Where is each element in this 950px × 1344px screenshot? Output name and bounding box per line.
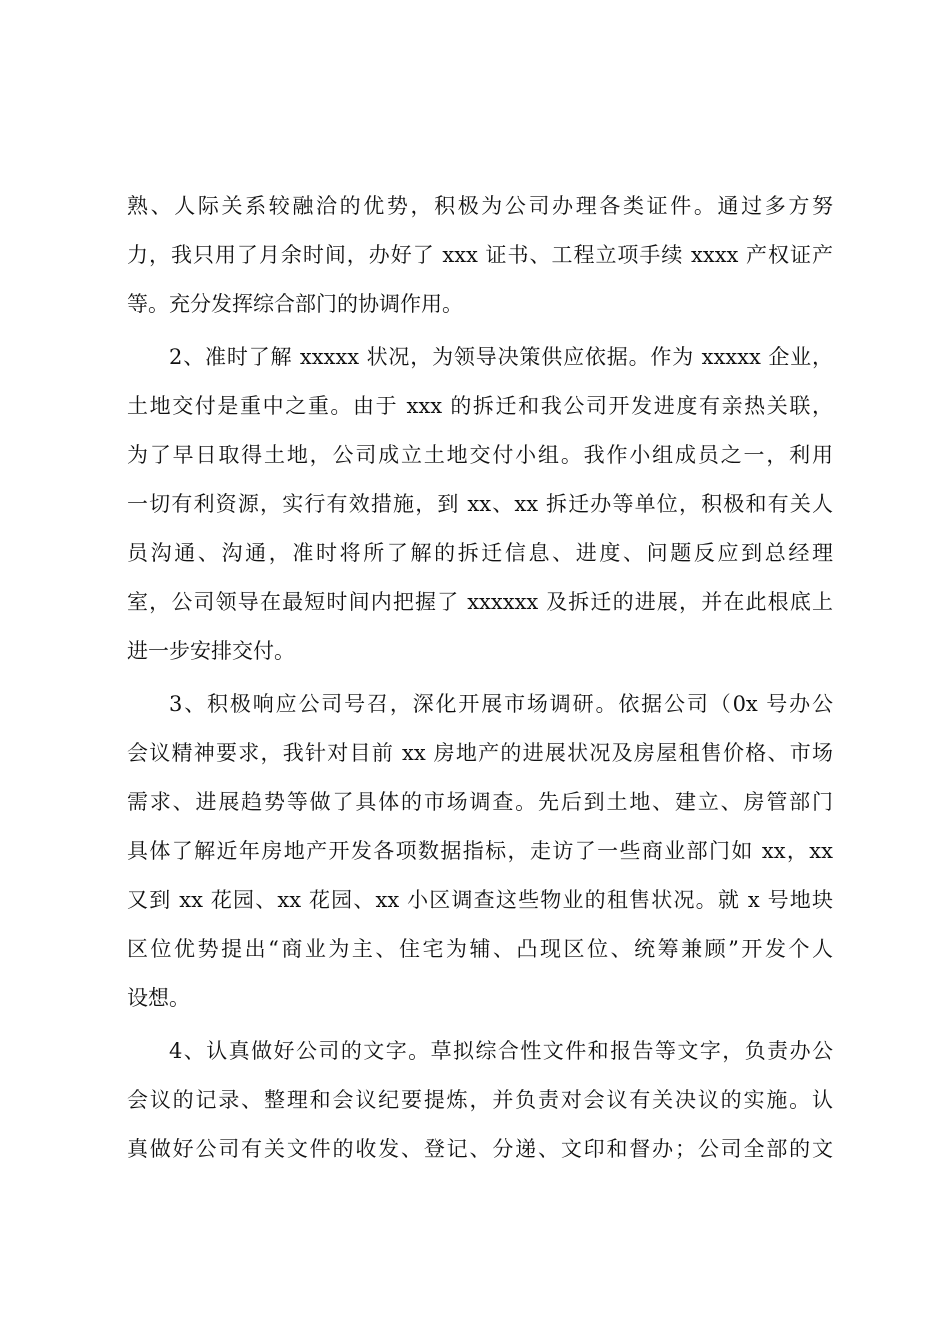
p2-line-6: 室，公司领导在最短时间内把握了 xxxxxx 及拆迁的进展，并在此根底上 xyxy=(127,590,833,614)
p2-line-1: 2、准时了解 xxxxx 状况，为领导决策供应依据。作为 xxxxx 企业， xyxy=(169,345,833,369)
p2-line-7: 进一步安排交付。 xyxy=(127,639,295,663)
p3-line-5: 又到 xx 花园、xx 花园、xx 小区调查这些物业的租售状况。就 x 号地块 xyxy=(127,888,833,912)
p3-line-7: 设想。 xyxy=(127,986,190,1010)
p2-line-2: 土地交付是重中之重。由于 xxx 的拆迁和我公司开发进度有亲热关联， xyxy=(127,394,833,418)
p4-line-3: 真做好公司有关文件的收发、登记、分递、文印和督办；公司全部的文 xyxy=(127,1137,833,1161)
p3-line-3: 需求、进展趋势等做了具体的市场调查。先后到土地、建立、房管部门 xyxy=(127,790,833,814)
p1-line-2: 力，我只用了月余时间，办好了 xxx 证书、工程立项手续 xxxx 产权证产 xyxy=(127,243,833,267)
p4-line-2: 会议的记录、整理和会议纪要提炼，并负责对会议有关决议的实施。认 xyxy=(127,1088,833,1112)
p4-line-1: 4、认真做好公司的文字。草拟综合性文件和报告等文字，负责办公 xyxy=(169,1039,833,1063)
p2-line-3: 为了早日取得土地，公司成立土地交付小组。我作小组成员之一，利用 xyxy=(127,443,833,467)
p2-line-5: 员沟通、沟通，准时将所了解的拆迁信息、进度、问题反应到总经理 xyxy=(127,541,833,565)
p2-line-4: 一切有利资源，实行有效措施，到 xx、xx 拆迁办等单位，积极和有关人 xyxy=(127,492,833,516)
p1-line-3: 等。充分发挥综合部门的协调作用。 xyxy=(127,292,463,316)
p1-line-1: 熟、人际关系较融洽的优势，积极为公司办理各类证件。通过多方努 xyxy=(127,194,833,218)
p3-line-6: 区位优势提出“商业为主、住宅为辅、凸现区位、统筹兼顾”开发个人 xyxy=(127,937,833,961)
p3-line-4: 具体了解近年房地产开发各项数据指标，走访了一些商业部门如 xx，xx xyxy=(127,839,833,863)
p3-line-2: 会议精神要求，我针对目前 xx 房地产的进展状况及房屋租售价格、市场 xyxy=(127,741,833,765)
p3-line-1: 3、积极响应公司号召，深化开展市场调研。依据公司（0x 号办公 xyxy=(169,692,833,716)
